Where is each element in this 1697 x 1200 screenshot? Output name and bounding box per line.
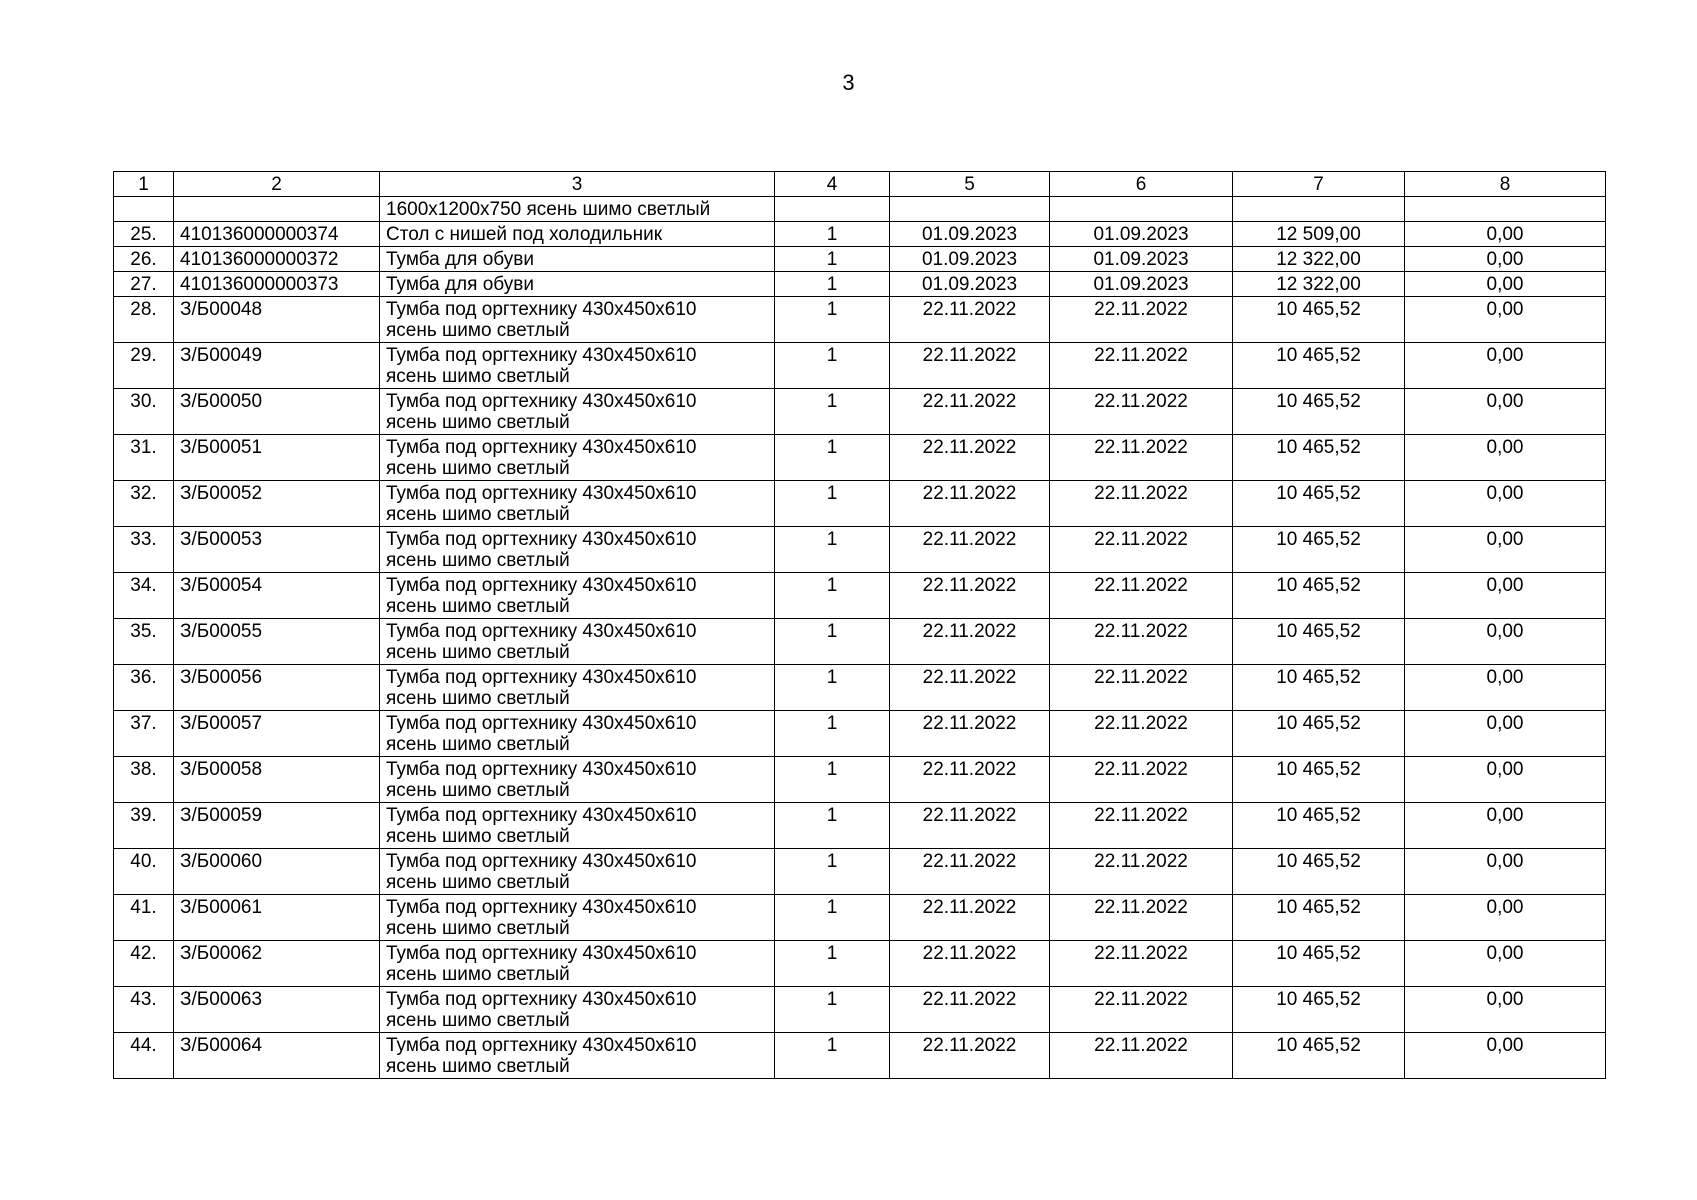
- cell-num: 32.: [114, 481, 174, 527]
- table-body: [114, 197, 1606, 1079]
- continuation-row: [114, 197, 1606, 222]
- cell-date2: 22.11.2022: [1050, 895, 1233, 941]
- cell-name: [380, 895, 775, 941]
- cell-name: [380, 803, 775, 849]
- cell-date1: 22.11.2022: [890, 297, 1050, 343]
- cell-residual: 0,00: [1405, 619, 1606, 665]
- name-line: Тумба под оргтехнику 430х450х610: [386, 575, 697, 596]
- cell-qty: 1: [775, 247, 890, 272]
- cell-residual: 0,00: [1405, 247, 1606, 272]
- name-line: Тумба под оргтехнику 430х450х610: [386, 483, 697, 504]
- cell-cost: 10 465,52: [1233, 297, 1405, 343]
- header-col-5: 5: [890, 172, 1050, 197]
- cell-date2: 22.11.2022: [1050, 389, 1233, 435]
- cell-residual: 0,00: [1405, 757, 1606, 803]
- cell-date1: 22.11.2022: [890, 435, 1050, 481]
- cell-code: З/Б00050: [174, 389, 380, 435]
- name-line: Тумба под оргтехнику 430х450х610: [386, 437, 697, 458]
- cell-qty: 1: [775, 481, 890, 527]
- cell-name: [380, 389, 775, 435]
- cell-date2: 22.11.2022: [1050, 343, 1233, 389]
- cell-qty: 1: [775, 665, 890, 711]
- cell-date1: 22.11.2022: [890, 619, 1050, 665]
- cell-cost: 12 322,00: [1233, 272, 1405, 297]
- table-row: [114, 435, 1606, 481]
- cell-date2: 22.11.2022: [1050, 435, 1233, 481]
- cell-cost: 10 465,52: [1233, 435, 1405, 481]
- cell-date1: 22.11.2022: [890, 987, 1050, 1033]
- cell-code: З/Б00049: [174, 343, 380, 389]
- cell-qty: 1: [775, 711, 890, 757]
- table-row: [114, 343, 1606, 389]
- cell-date2: 22.11.2022: [1050, 665, 1233, 711]
- cell-name: 1600х1200х750 ясень шимо светлый: [380, 197, 775, 222]
- cell-qty: 1: [775, 573, 890, 619]
- cell-date2: 22.11.2022: [1050, 941, 1233, 987]
- cell-code: 410136000000373: [174, 272, 380, 297]
- table-row: [114, 272, 1606, 297]
- cell-residual: [1405, 197, 1606, 222]
- cell-cost: 10 465,52: [1233, 941, 1405, 987]
- cell-residual: 0,00: [1405, 1033, 1606, 1079]
- cell-code: З/Б00055: [174, 619, 380, 665]
- cell-code: З/Б00062: [174, 941, 380, 987]
- cell-cost: 12 322,00: [1233, 247, 1405, 272]
- name-line: Тумба под оргтехнику 430х450х610: [386, 943, 697, 964]
- name-line: ясень шимо светлый: [386, 1010, 570, 1031]
- cell-code: З/Б00052: [174, 481, 380, 527]
- table-row: [114, 803, 1606, 849]
- cell-num: 33.: [114, 527, 174, 573]
- cell-date1: 22.11.2022: [890, 665, 1050, 711]
- cell-residual: 0,00: [1405, 272, 1606, 297]
- name-line: ясень шимо светлый: [386, 780, 570, 801]
- cell-qty: 1: [775, 849, 890, 895]
- cell-code: [174, 197, 380, 222]
- cell-name: [380, 711, 775, 757]
- cell-name: [380, 1033, 775, 1079]
- cell-cost: 10 465,52: [1233, 849, 1405, 895]
- table-row: [114, 389, 1606, 435]
- cell-cost: 10 465,52: [1233, 481, 1405, 527]
- cell-qty: 1: [775, 222, 890, 247]
- cell-date2: 22.11.2022: [1050, 757, 1233, 803]
- cell-name: [380, 343, 775, 389]
- cell-residual: 0,00: [1405, 849, 1606, 895]
- table-row: [114, 573, 1606, 619]
- cell-date2: 22.11.2022: [1050, 573, 1233, 619]
- name-line: ясень шимо светлый: [386, 826, 570, 847]
- cell-cost: 10 465,52: [1233, 895, 1405, 941]
- cell-residual: 0,00: [1405, 222, 1606, 247]
- cell-qty: 1: [775, 527, 890, 573]
- cell-qty: 1: [775, 297, 890, 343]
- name-line: ясень шимо светлый: [386, 734, 570, 755]
- table-row: [114, 987, 1606, 1033]
- name-line: ясень шимо светлый: [386, 412, 570, 433]
- table-row: [114, 895, 1606, 941]
- name-line: ясень шимо светлый: [386, 688, 570, 709]
- cell-num: 25.: [114, 222, 174, 247]
- header-col-6: 6: [1050, 172, 1233, 197]
- cell-qty: 1: [775, 435, 890, 481]
- cell-date2: 22.11.2022: [1050, 481, 1233, 527]
- name-line: ясень шимо светлый: [386, 596, 570, 617]
- cell-num: 44.: [114, 1033, 174, 1079]
- cell-name: [380, 757, 775, 803]
- cell-name: [380, 527, 775, 573]
- cell-date1: 22.11.2022: [890, 573, 1050, 619]
- header-col-3: 3: [380, 172, 775, 197]
- cell-code: З/Б00061: [174, 895, 380, 941]
- name-line: ясень шимо светлый: [386, 964, 570, 985]
- name-line: Тумба под оргтехнику 430х450х610: [386, 529, 697, 550]
- cell-code: З/Б00056: [174, 665, 380, 711]
- cell-residual: 0,00: [1405, 573, 1606, 619]
- cell-name: [380, 297, 775, 343]
- cell-cost: 10 465,52: [1233, 389, 1405, 435]
- cell-code: 410136000000372: [174, 247, 380, 272]
- cell-date2: 22.11.2022: [1050, 527, 1233, 573]
- cell-code: З/Б00058: [174, 757, 380, 803]
- cell-residual: 0,00: [1405, 803, 1606, 849]
- cell-qty: 1: [775, 895, 890, 941]
- cell-cost: 10 465,52: [1233, 711, 1405, 757]
- cell-qty: 1: [775, 941, 890, 987]
- cell-cost: 10 465,52: [1233, 619, 1405, 665]
- cell-name: [380, 222, 775, 247]
- name-line: Тумба под оргтехнику 430х450х610: [386, 897, 697, 918]
- cell-name: [380, 247, 775, 272]
- header-row: [114, 172, 1606, 197]
- cell-date2: 01.09.2023: [1050, 272, 1233, 297]
- name-line: Тумба под оргтехнику 430х450х610: [386, 345, 697, 366]
- table-header: [114, 172, 1606, 197]
- header-col-2: 2: [174, 172, 380, 197]
- cell-date1: 22.11.2022: [890, 803, 1050, 849]
- page-number: 3: [842, 70, 855, 95]
- cell-num: 42.: [114, 941, 174, 987]
- cell-date2: 22.11.2022: [1050, 619, 1233, 665]
- table-row: [114, 757, 1606, 803]
- cell-num: 28.: [114, 297, 174, 343]
- cell-date2: [1050, 197, 1233, 222]
- cell-residual: 0,00: [1405, 987, 1606, 1033]
- name-line: Стол с нишей под холодильник: [386, 224, 663, 245]
- cell-qty: 1: [775, 619, 890, 665]
- cell-num: 27.: [114, 272, 174, 297]
- cell-date2: 22.11.2022: [1050, 297, 1233, 343]
- name-line: Тумба под оргтехнику 430х450х610: [386, 805, 697, 826]
- table-row: [114, 527, 1606, 573]
- cell-date1: 22.11.2022: [890, 527, 1050, 573]
- cell-num: 34.: [114, 573, 174, 619]
- cell-qty: 1: [775, 272, 890, 297]
- name-line: Тумба под оргтехнику 430х450х610: [386, 1035, 697, 1056]
- cell-date1: 22.11.2022: [890, 711, 1050, 757]
- cell-code: 410136000000374: [174, 222, 380, 247]
- name-line: Тумба для обуви: [386, 249, 534, 270]
- cell-residual: 0,00: [1405, 711, 1606, 757]
- cell-date2: 22.11.2022: [1050, 849, 1233, 895]
- cell-date1: 22.11.2022: [890, 389, 1050, 435]
- cell-residual: 0,00: [1405, 481, 1606, 527]
- cell-num: 38.: [114, 757, 174, 803]
- cell-date1: 22.11.2022: [890, 343, 1050, 389]
- name-line: ясень шимо светлый: [386, 366, 570, 387]
- name-line: ясень шимо светлый: [386, 320, 570, 341]
- cell-qty: 1: [775, 343, 890, 389]
- cell-cost: 10 465,52: [1233, 665, 1405, 711]
- name-line: ясень шимо светлый: [386, 918, 570, 939]
- cell-code: З/Б00053: [174, 527, 380, 573]
- cell-name: [380, 849, 775, 895]
- cell-residual: 0,00: [1405, 665, 1606, 711]
- asset-table: [113, 171, 1606, 1079]
- cell-date2: 22.11.2022: [1050, 987, 1233, 1033]
- name-line: ясень шимо светлый: [386, 642, 570, 663]
- cell-num: 43.: [114, 987, 174, 1033]
- cell-qty: 1: [775, 389, 890, 435]
- cell-num: 29.: [114, 343, 174, 389]
- cell-name: [380, 272, 775, 297]
- cell-residual: 0,00: [1405, 389, 1606, 435]
- cell-date1: 22.11.2022: [890, 481, 1050, 527]
- cell-qty: 1: [775, 1033, 890, 1079]
- name-line: Тумба под оргтехнику 430х450х610: [386, 667, 697, 688]
- name-line: Тумба под оргтехнику 430х450х610: [386, 621, 697, 642]
- cell-name: [380, 941, 775, 987]
- cell-name: [380, 619, 775, 665]
- cell-date1: 01.09.2023: [890, 222, 1050, 247]
- table-row: [114, 849, 1606, 895]
- cell-date1: 22.11.2022: [890, 757, 1050, 803]
- table-row: [114, 481, 1606, 527]
- cell-cost: 10 465,52: [1233, 1033, 1405, 1079]
- table-row: [114, 619, 1606, 665]
- cell-date2: 01.09.2023: [1050, 247, 1233, 272]
- cell-num: 35.: [114, 619, 174, 665]
- name-line: Тумба под оргтехнику 430х450х610: [386, 989, 697, 1010]
- table-row: [114, 247, 1606, 272]
- cell-code: З/Б00064: [174, 1033, 380, 1079]
- cell-date2: 22.11.2022: [1050, 803, 1233, 849]
- cell-cost: 12 509,00: [1233, 222, 1405, 247]
- name-line: Тумба под оргтехнику 430х450х610: [386, 391, 697, 412]
- cell-residual: 0,00: [1405, 435, 1606, 481]
- cell-num: 39.: [114, 803, 174, 849]
- name-line: ясень шимо светлый: [386, 1056, 570, 1077]
- cell-name: [380, 987, 775, 1033]
- cell-date1: 22.11.2022: [890, 895, 1050, 941]
- cell-cost: 10 465,52: [1233, 987, 1405, 1033]
- header-col-1: 1: [114, 172, 174, 197]
- name-line: ясень шимо светлый: [386, 504, 570, 525]
- cell-date1: 22.11.2022: [890, 1033, 1050, 1079]
- cell-date1: [890, 197, 1050, 222]
- cell-num: 31.: [114, 435, 174, 481]
- cell-date1: 01.09.2023: [890, 247, 1050, 272]
- cell-code: З/Б00063: [174, 987, 380, 1033]
- cell-name: [380, 435, 775, 481]
- cell-qty: [775, 197, 890, 222]
- cell-residual: 0,00: [1405, 297, 1606, 343]
- header-col-8: 8: [1405, 172, 1606, 197]
- cell-date2: 22.11.2022: [1050, 711, 1233, 757]
- cell-residual: 0,00: [1405, 343, 1606, 389]
- cell-cost: 10 465,52: [1233, 757, 1405, 803]
- cell-code: З/Б00059: [174, 803, 380, 849]
- table-row: [114, 941, 1606, 987]
- cell-qty: 1: [775, 987, 890, 1033]
- cell-cost: 10 465,52: [1233, 573, 1405, 619]
- cell-date1: 22.11.2022: [890, 941, 1050, 987]
- name-line: Тумба под оргтехнику 430х450х610: [386, 299, 697, 320]
- cell-code: З/Б00060: [174, 849, 380, 895]
- cell-residual: 0,00: [1405, 895, 1606, 941]
- table-row: [114, 665, 1606, 711]
- cell-num: 36.: [114, 665, 174, 711]
- cell-date1: 22.11.2022: [890, 849, 1050, 895]
- name-line: ясень шимо светлый: [386, 458, 570, 479]
- cell-date1: 01.09.2023: [890, 272, 1050, 297]
- cell-name: [380, 665, 775, 711]
- cell-code: З/Б00054: [174, 573, 380, 619]
- cell-residual: 0,00: [1405, 527, 1606, 573]
- name-line: ясень шимо светлый: [386, 872, 570, 893]
- table-row: [114, 297, 1606, 343]
- cell-qty: 1: [775, 757, 890, 803]
- cell-cost: 10 465,52: [1233, 803, 1405, 849]
- header-col-4: 4: [775, 172, 890, 197]
- cell-name: [380, 481, 775, 527]
- cell-num: 37.: [114, 711, 174, 757]
- cell-cost: 10 465,52: [1233, 343, 1405, 389]
- cell-cost: [1233, 197, 1405, 222]
- cell-num: 41.: [114, 895, 174, 941]
- cell-date2: 01.09.2023: [1050, 222, 1233, 247]
- table-row: [114, 1033, 1606, 1079]
- cell-date2: 22.11.2022: [1050, 1033, 1233, 1079]
- cell-code: З/Б00057: [174, 711, 380, 757]
- name-line: Тумба под оргтехнику 430х450х610: [386, 851, 697, 872]
- cell-num: 40.: [114, 849, 174, 895]
- table-row: [114, 711, 1606, 757]
- table-row: [114, 222, 1606, 247]
- name-line: Тумба под оргтехнику 430х450х610: [386, 713, 697, 734]
- cell-code: З/Б00048: [174, 297, 380, 343]
- header-col-7: 7: [1233, 172, 1405, 197]
- cell-qty: 1: [775, 803, 890, 849]
- cell-code: З/Б00051: [174, 435, 380, 481]
- cell-name: [380, 573, 775, 619]
- name-line: Тумба под оргтехнику 430х450х610: [386, 759, 697, 780]
- name-line: ясень шимо светлый: [386, 550, 570, 571]
- name-line: Тумба для обуви: [386, 274, 534, 295]
- cell-cost: 10 465,52: [1233, 527, 1405, 573]
- cell-num: 30.: [114, 389, 174, 435]
- cell-residual: 0,00: [1405, 941, 1606, 987]
- cell-num: 26.: [114, 247, 174, 272]
- cell-num: [114, 197, 174, 222]
